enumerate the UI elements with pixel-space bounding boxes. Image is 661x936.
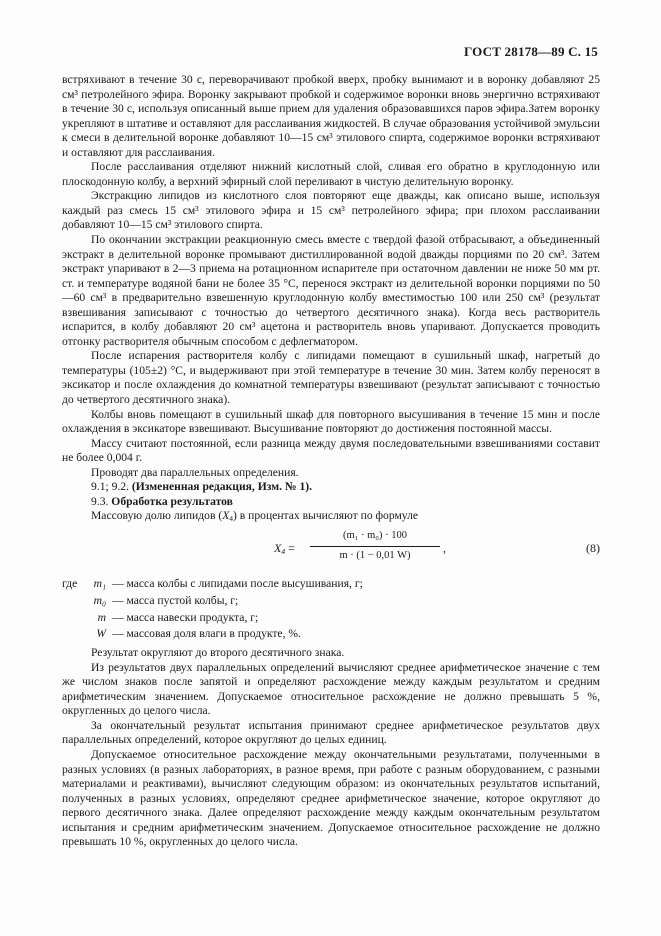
- formula-lhs: $X_4$ =: [274, 540, 295, 556]
- paragraph: Массу считают постоянной, если разница между двумя последовательными взвешиваниями составит не более 0,004 г.: [62, 436, 600, 465]
- formula-comma: ,: [443, 540, 446, 555]
- paragraph: После расслаивания отделяют нижний кислотный слой, сливая его обратно в круглодонную или плоскодонную колбу, а верхний эфирный слой переливают в чистую делительную воронку.: [62, 160, 600, 188]
- section-title: Обработка результатов: [111, 494, 233, 508]
- section-number: 9.3.: [91, 494, 112, 508]
- formula-number: (8): [586, 540, 600, 555]
- section-heading: [62, 495, 600, 510]
- formula-fraction: [310, 529, 440, 563]
- definition-row: m — масса навески продукта, г;: [97, 610, 259, 624]
- page-header: ГОСТ 28178—89 С. 15: [464, 44, 598, 59]
- definition-row: где m₁ — масса колбы с липидами после высушивания, г;: [62, 576, 363, 590]
- paragraph-amendment: [62, 480, 600, 495]
- formula-8: [62, 527, 600, 573]
- definition-row: W — массовая доля влаги в продукте, %.: [96, 627, 301, 641]
- document-body: [62, 73, 600, 850]
- variable-definitions: [62, 577, 600, 644]
- amendment-note: (Измененная редакция, Изм. № 1).: [131, 480, 312, 494]
- paragraph: Из результатов двух параллельных определений вычисляют среднее арифметическое значение с тем же числом знаков после запятой и определяют расхождение между каждым результатом и средним арифметическим значением. Допускаемое относительное расхождение не должно превышать 5 %, округленных до целого числа.: [62, 660, 600, 718]
- paragraph: Экстракцию липидов из кислотного слоя повторяют еще дважды, как описано выше, используя каждый раз смесь 15 см³ этилового эфира и 15 см³ петролейного эфира; при плохом расслаивании добавляют 10—15 см³ этилового спирта.: [62, 189, 600, 232]
- paragraph: Проводят два параллельных определения.: [91, 465, 299, 479]
- paragraph: Колбы вновь помещают в сушильный шкаф для повторного высушивания в течение 15 мин и после охлаждения в эксикаторе взвешивают. Высушивание повторяют до достижения постоянной массы.: [62, 407, 600, 436]
- paragraph: За окончательный результат испытания принимают среднее арифметическое результатов двух параллельных определений, которое округляют до целых единиц.: [62, 718, 600, 747]
- paragraph: Допускаемое относительное расхождение между окончательными результатами, полученными в разных условиях (в разных лабораториях, в разное время, при работе с разным оборудованием, с разными материалами и реактивами), вычисляют следующим образом: из окончательных результатов испытаний, полученных в разных условиях, определяют среднее арифметическое значение, которое округляют до первого десятичного знака. Далее определяют расхождение между каждым окончательным результатом испытания и средним арифметическим значением. Допускаемое относительное расхождение не должно превышать 10 %, округленных до целого числа.: [62, 747, 600, 849]
- paragraph: Результат округляют до второго десятичного знака.: [91, 646, 345, 660]
- paragraph: По окончании экстракции реакционную смесь вместе с твердой фазой отбрасывают, а объединенный экстракт в делительной воронке промывают дистиллированной водой дважды порциями по 20 см³. Затем экстракт упаривают в 2—3 приема на ротационном испарителе при остаточном давлении не ниже 50 мм рт. ст. и температуре водяной бани не более 35 °С, перенося экстракт из делительной воронки порциями по 50—60 см³ в предварительно взвешенную круглодонную колбу вместимостью 100 или 250 см³ (результат взвешивания записывают с точностью до четвертого десятичного знака). Когда весь растворитель испарится, в колбу добавляют 20 см³ ацетона и растворитель вновь упаривают. Допускается проводить отгонку растворителя обычным способом с дефлегматором.: [62, 233, 600, 348]
- paragraph: После испарения растворителя колбу с липидами помещают в сушильный шкаф, нагретый до температуры (105±2) °С, и выдерживают при этой температуре в течение 30 мин. Затем колбу переносят в эксикатор и после охлаждения до комнатной температуры взвешивают (результат записывают с точностью до четвертого десятичного знака).: [62, 349, 600, 407]
- paragraph: Массовую долю липидов $(X_4)$ в процентах вычисляют по формуле: [91, 509, 419, 524]
- paragraph: встряхивают в течение 30 с, переворачивают пробкой вверх, пробку вынимают и в воронку добавляют 25 см³ петролейного эфира. Воронку закрывают пробкой и содержимое воронки вновь энергично встряхивают в течение 30 с, используя описанный выше прием для удаления образовавшихся паров эфира.Затем воронку укрепляют в штативе и оставляют для расслаивания жидкостей. В случае образования устойчивой эмульсии к смеси в делительной воронке добавляют 10—15 см³ этилового спирта, содержимое воронки встряхивают и оставляют для расслаивания.: [62, 73, 600, 159]
- formula-denominator: m · (1 − 0,01 W): [339, 549, 411, 561]
- definition-row: m₀ — масса пустой колбы, г;: [93, 593, 239, 607]
- formula-numerator: (m₁ · m₀) · 100: [310, 529, 440, 547]
- amendment-ref: 9.1; 9.2.: [91, 480, 132, 494]
